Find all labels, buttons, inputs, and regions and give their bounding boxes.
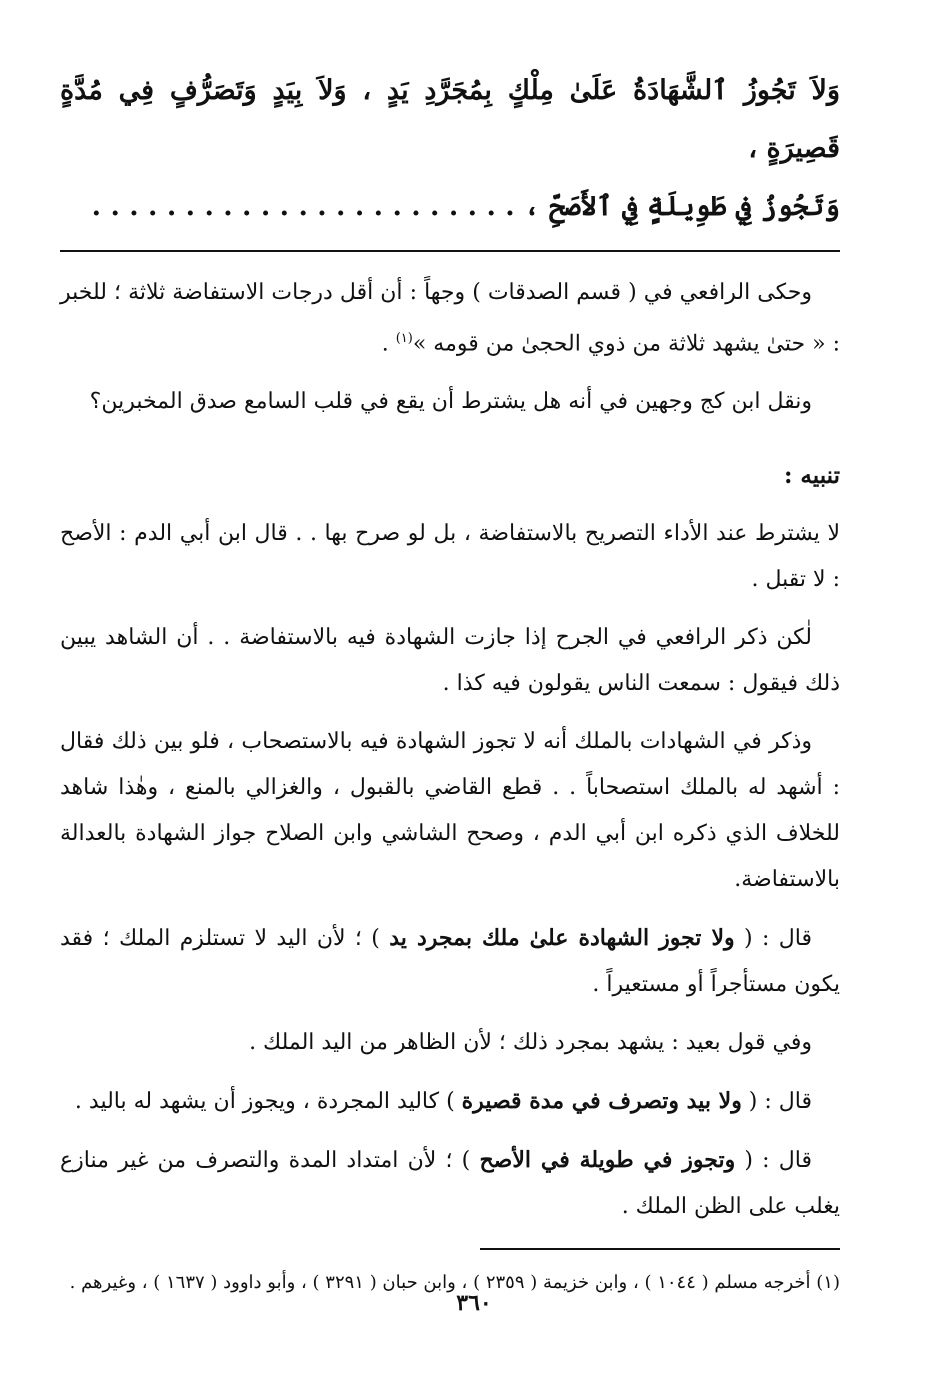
paragraph-4: لٰكن ذكر الرافعي في الجرح إذا جازت الشهادة فيه بالاستفاضة . . أن الشاهد يبين ذلك فيقول : سمعت الناس يقولون فيه كذا . — [60, 625, 840, 697]
footnote-1: (١) أخرجه مسلم ( ١٠٤٤ ) ، وابن خزيمة ( ٢٣٥٩ ) ، وابن حبان ( ٣٢٩١ ) ، وأبو داوود ( ١٦٣٧ ) ، وغيرهم . — [69, 1272, 840, 1294]
paragraph-8-rest: ) كاليد المجردة ، ويجوز أن يشهد له باليد . — [74, 1089, 462, 1115]
paragraph-8 — [60, 1078, 840, 1125]
quote-open: قال : ( — [734, 926, 812, 952]
matn-divider — [60, 250, 840, 252]
paragraph-3: لا يشترط عند الأداء التصريح بالاستفاضة ، بل لو صرح بها . . قال ابن أبي الدم : الأصح : لا تقبل . — [60, 521, 840, 593]
matn-line-2: وَتَجُوزُ فِي طَوِيلَةٍ فِي ٱلأَصَحِّ ، . . . . . . . . . . . . . . . . . . . . . . . — [91, 191, 840, 222]
paragraph-7: وفي قول بعيد : يشهد بمجرد ذلك ؛ لأن الظاهر من اليد الملك . — [249, 1030, 812, 1056]
paragraph-6 — [60, 915, 840, 1008]
paragraph-1-end: . — [381, 331, 396, 357]
commentary-text — [60, 270, 840, 1230]
matn-line-1: وَلاَ تَجُوزُ ٱلشَّهَادَةُ عَلَىٰ مِلْكٍ بِمُجَرَّدِ يَدٍ ، وَلاَ بِيَدٍ وَتَصَرُّفٍ فِي مُدَّةٍ قَصِيرَةٍ ، — [60, 75, 840, 164]
paragraph-5: وذكر في الشهادات بالملك أنه لا تجوز الشهادة فيه بالاستصحاب ، فلو بين ذلك فقال : أشهد له بالملك استصحاباً . . قطع القاضي بالقبول ، والغزالي بالمنع ، وهٰذا شاهد للخلاف الذي ذكره ابن أبي الدم ، وصحح الشاشي وابن الصلاح جواز الشهادة بالعدالة بالاستفاضة. — [60, 729, 840, 893]
quote-open: قال : ( — [735, 1148, 812, 1174]
matn-text — [60, 62, 840, 236]
paragraph-6-rest: ) ؛ لأن اليد لا تستلزم الملك ؛ فقد يكون مستأجراً أو مستعيراً . — [60, 926, 840, 998]
footnote-divider — [480, 1248, 840, 1250]
paragraph-2: ونقل ابن كج وجهين في أنه هل يشترط أن يقع في قلب السامع صدق المخبرين؟ — [89, 389, 812, 415]
quoted-matn: وتجوز في طويلة في الأصح — [479, 1147, 736, 1174]
section-heading: تنبيه : — [783, 462, 840, 490]
page-body — [60, 62, 840, 1300]
page-number: ٣٦٠ — [456, 1290, 492, 1316]
paragraph-1 — [60, 270, 840, 367]
paragraph-9 — [60, 1137, 840, 1230]
paragraph-9-rest: ) ؛ لأن امتداد المدة والتصرف من غير منازع يغلب على الظن الملك . — [60, 1148, 840, 1220]
quoted-matn: ولا تجوز الشهادة علىٰ ملك بمجرد يد — [389, 925, 735, 952]
quote-open: قال : ( — [741, 1089, 812, 1115]
quoted-matn: ولا بيد وتصرف في مدة قصيرة — [461, 1088, 742, 1115]
paragraph-1-text: وحكى الرافعي في ( قسم الصدقات ) وجهاً : أن أقل درجات الاستفاضة ثلاثة ؛ للخبر : « حتىٰ يشهد ثلاثة من ذوي الحجىٰ من قومه » — [60, 280, 840, 357]
footnote-marker: (١) — [395, 331, 413, 346]
